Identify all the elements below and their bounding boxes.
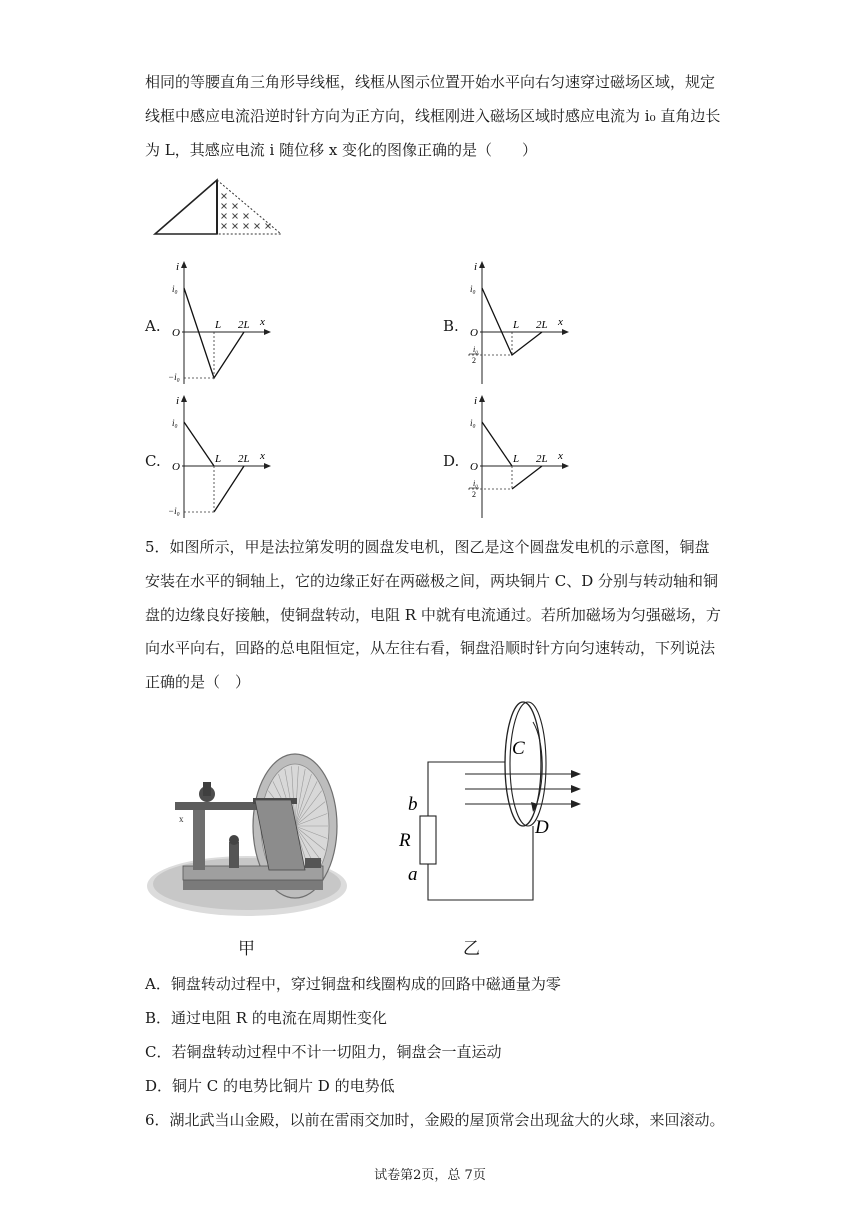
graph-d-axis-x: x <box>558 450 563 462</box>
label-d: D <box>535 817 549 838</box>
graph-option-c <box>168 392 278 528</box>
graph-a-neg-i0: −i₀ <box>168 372 180 382</box>
graph-a-origin: O <box>172 327 180 339</box>
graph-b-half-num: i₀ <box>473 345 479 354</box>
label-b: b <box>408 794 418 815</box>
q5-text-line-3: 盘的边缘良好接触，使铜盘转动，电阻 R 中就有电流通过。若所加磁场为匀强磁场，方 <box>145 606 721 624</box>
graph-b-half-den: 2 <box>472 356 476 365</box>
graph-d-i0: i₀ <box>470 418 476 428</box>
graph-a-i0: i₀ <box>172 284 178 294</box>
graph-c-axis-x: x <box>260 450 265 462</box>
q5-text-line-5: 正确的是（ ） <box>145 673 251 691</box>
graph-c-tick-L: L <box>215 453 222 465</box>
graph-option-d <box>466 392 576 528</box>
q5-text-line-4: 向水平向右，回路的总电阻恒定，从左往右看，铜盘沿顺时针方向匀速转动，下列说法 <box>145 639 716 657</box>
q5-option-a[interactable]: A．铜盘转动过程中，穿过铜盘和线圈构成的回路中磁通量为零 <box>145 975 561 993</box>
graph-c-origin: O <box>172 461 180 473</box>
q5-option-b[interactable]: B．通过电阻 R 的电流在周期性变化 <box>145 1009 387 1027</box>
q5-option-d[interactable]: D．铜片 C 的电势比铜片 D 的电势低 <box>145 1077 395 1095</box>
caption-yi: 乙 <box>463 939 480 959</box>
graph-b-axis-x: x <box>558 316 563 328</box>
graph-b-axis-i: i <box>474 261 478 273</box>
option-c-label[interactable]: C. <box>145 452 161 470</box>
q5-text-line-1: 5．如图所示，甲是法拉第发明的圆盘发电机，图乙是这个圆盘发电机的示意图，铜盘 <box>145 538 710 556</box>
q4-text-line-2: 线框中感应电流沿逆时针方向为正方向，线框刚进入磁场区域时感应电流为 i₀ 直角边长 <box>145 107 721 125</box>
graph-d-tick-L: L <box>513 453 520 465</box>
graph-d-half-num: i₀ <box>473 479 479 488</box>
label-c: C <box>512 738 525 759</box>
option-b-label[interactable]: B. <box>443 317 459 335</box>
graph-option-a <box>168 258 278 394</box>
graph-b-tick-L: L <box>513 319 520 331</box>
graph-c-neg-i0: −i₀ <box>168 506 180 516</box>
graph-a-axis-i: i <box>176 261 180 273</box>
disk-generator-schematic <box>395 700 595 929</box>
caption-jia: 甲 <box>238 939 255 959</box>
graph-b-i0: i₀ <box>470 284 476 294</box>
option-d-label[interactable]: D. <box>443 452 460 470</box>
graph-option-b <box>466 258 576 394</box>
graph-c-i0: i₀ <box>172 418 178 428</box>
faraday-disk-illustration <box>145 738 357 926</box>
graph-b-origin: O <box>470 327 478 339</box>
q4-text-line-3: 为 L，其感应电流 i 随位移 x 变化的图像正确的是（ ） <box>145 141 538 159</box>
graph-a-tick-L: L <box>215 319 222 331</box>
graph-a-axis-x: x <box>260 316 265 328</box>
q6-text-line-1: 6．湖北武当山金殿，以前在雷雨交加时，金殿的屋顶常会出现盆大的火球，来回滚动。 <box>145 1111 725 1129</box>
q5-text-line-2: 安装在水平的铜轴上，它的边缘正好在两磁极之间，两块铜片 C、D 分别与转动轴和铜 <box>145 572 719 590</box>
page-footer: 试卷第2页，总 7页 <box>374 1168 486 1183</box>
q4-text-line-1: 相同的等腰直角三角形导线框，线框从图示位置开始水平向右匀速穿过磁场区域，规定 <box>145 73 716 91</box>
svg-text:x: x <box>179 814 184 824</box>
triangle-field-figure <box>150 172 290 244</box>
option-a-label[interactable]: A. <box>145 317 161 335</box>
graph-d-tick-2L: 2L <box>536 453 548 465</box>
label-r: R <box>399 830 411 851</box>
graph-c-tick-2L: 2L <box>238 453 250 465</box>
graph-d-origin: O <box>470 461 478 473</box>
graph-b-tick-2L: 2L <box>536 319 548 331</box>
graph-d-half-den: 2 <box>472 490 476 499</box>
graph-d-axis-i: i <box>474 395 478 407</box>
q5-option-c[interactable]: C．若铜盘转动过程中不计一切阻力，铜盘会一直运动 <box>145 1043 502 1061</box>
graph-c-axis-i: i <box>176 395 180 407</box>
label-a: a <box>408 864 418 885</box>
graph-a-tick-2L: 2L <box>238 319 250 331</box>
